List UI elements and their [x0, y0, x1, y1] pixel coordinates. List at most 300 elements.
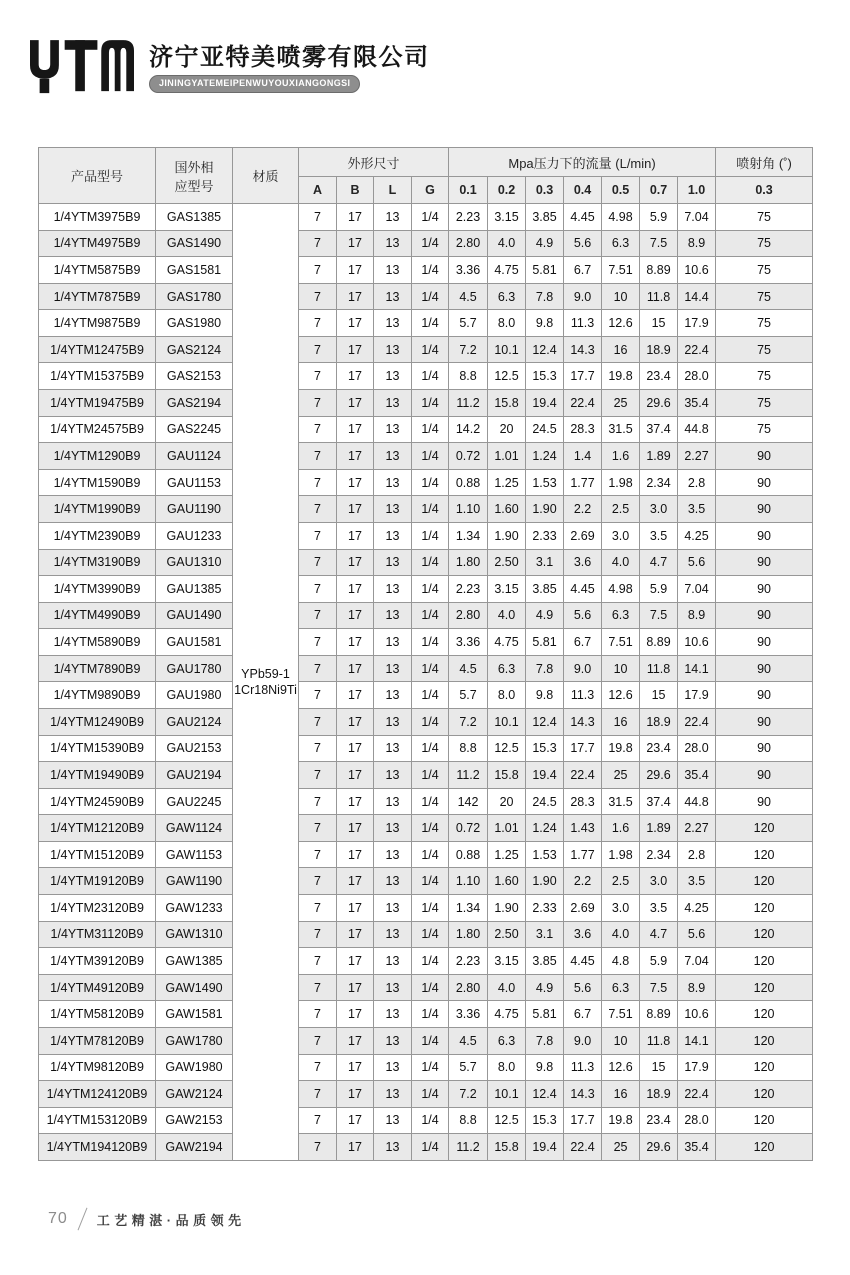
flow-cell: 14.1	[678, 655, 716, 682]
flow-cell: 0.88	[449, 469, 488, 496]
flow-cell: 7.5	[640, 230, 678, 257]
dim-cell-b: 17	[337, 1081, 374, 1108]
model-cell: 1/4YTM7890B9	[39, 655, 156, 682]
angle-cell: 90	[716, 549, 813, 576]
angle-cell: 120	[716, 1054, 813, 1081]
dim-cell-a: 7	[299, 390, 337, 417]
pressure-subheader: 0.5	[602, 177, 640, 204]
flow-cell: 4.45	[564, 948, 602, 975]
dim-cell-a: 7	[299, 815, 337, 842]
flow-cell: 12.4	[526, 708, 564, 735]
flow-cell: 14.4	[678, 283, 716, 310]
flow-cell: 2.23	[449, 576, 488, 603]
angle-cell: 120	[716, 895, 813, 922]
flow-cell: 8.9	[678, 230, 716, 257]
flow-cell: 4.75	[488, 257, 526, 284]
dim-cell-a: 7	[299, 1001, 337, 1028]
foreign-model-cell: GAW1153	[156, 841, 233, 868]
angle-cell: 120	[716, 1001, 813, 1028]
page-number: 70	[48, 1210, 68, 1227]
foreign-model-cell: GAU1124	[156, 443, 233, 470]
flow-cell: 6.7	[564, 257, 602, 284]
flow-cell: 5.6	[678, 921, 716, 948]
flow-cell: 2.27	[678, 815, 716, 842]
dim-cell-b: 17	[337, 416, 374, 443]
foreign-model-cell: GAS1780	[156, 283, 233, 310]
table-row	[39, 921, 813, 948]
flow-cell: 1.6	[602, 443, 640, 470]
flow-cell: 11.8	[640, 283, 678, 310]
angle-cell: 120	[716, 974, 813, 1001]
foreign-model-cell: GAU1780	[156, 655, 233, 682]
dim-cell-g: 1/4	[412, 1107, 449, 1134]
flow-cell: 15.8	[488, 1134, 526, 1161]
flow-cell: 3.0	[602, 895, 640, 922]
foreign-model-cell: GAU2194	[156, 762, 233, 789]
dim-subheader-g: G	[412, 177, 449, 204]
model-cell: 1/4YTM5875B9	[39, 257, 156, 284]
model-cell: 1/4YTM9875B9	[39, 310, 156, 337]
angle-cell: 90	[716, 522, 813, 549]
dim-cell-b: 17	[337, 336, 374, 363]
dim-cell-b: 17	[337, 602, 374, 629]
flow-cell: 22.4	[678, 708, 716, 735]
model-cell: 1/4YTM12490B9	[39, 708, 156, 735]
flow-cell: 2.50	[488, 549, 526, 576]
flow-cell: 8.0	[488, 682, 526, 709]
dim-cell-l: 13	[374, 655, 412, 682]
flow-cell: 1.98	[602, 469, 640, 496]
flow-cell: 7.04	[678, 576, 716, 603]
model-cell: 1/4YTM78120B9	[39, 1027, 156, 1054]
table-row	[39, 257, 813, 284]
foreign-model-cell: GAW1581	[156, 1001, 233, 1028]
angle-cell: 75	[716, 336, 813, 363]
flow-cell: 10.1	[488, 1081, 526, 1108]
flow-cell: 0.72	[449, 815, 488, 842]
dim-cell-l: 13	[374, 602, 412, 629]
flow-cell: 28.3	[564, 416, 602, 443]
dim-cell-b: 17	[337, 1107, 374, 1134]
flow-cell: 24.5	[526, 788, 564, 815]
dim-cell-a: 7	[299, 469, 337, 496]
flow-cell: 9.0	[564, 1027, 602, 1054]
flow-cell: 5.6	[678, 549, 716, 576]
flow-cell: 11.2	[449, 762, 488, 789]
dim-cell-a: 7	[299, 602, 337, 629]
dim-subheader-b: B	[337, 177, 374, 204]
dim-cell-g: 1/4	[412, 762, 449, 789]
foreign-model-cell: GAU2124	[156, 708, 233, 735]
flow-cell: 1.60	[488, 868, 526, 895]
flow-cell: 1.90	[488, 895, 526, 922]
foreign-model-cell: GAW1780	[156, 1027, 233, 1054]
pressure-subheader: 0.4	[564, 177, 602, 204]
flow-cell: 29.6	[640, 1134, 678, 1161]
flow-cell: 12.5	[488, 363, 526, 390]
flow-cell: 1.77	[564, 469, 602, 496]
flow-cell: 3.1	[526, 549, 564, 576]
dim-cell-l: 13	[374, 788, 412, 815]
model-cell: 1/4YTM2390B9	[39, 522, 156, 549]
flow-cell: 1.25	[488, 841, 526, 868]
model-cell: 1/4YTM4990B9	[39, 602, 156, 629]
foreign-model-cell: GAW2153	[156, 1107, 233, 1134]
table-row	[39, 390, 813, 417]
dim-cell-b: 17	[337, 576, 374, 603]
dim-cell-a: 7	[299, 336, 337, 363]
flow-cell: 6.3	[602, 602, 640, 629]
flow-cell: 6.3	[488, 655, 526, 682]
table-row	[39, 1134, 813, 1161]
table-row	[39, 469, 813, 496]
dim-cell-l: 13	[374, 762, 412, 789]
dim-cell-g: 1/4	[412, 1134, 449, 1161]
table-row	[39, 496, 813, 523]
flow-cell: 15	[640, 310, 678, 337]
dim-cell-g: 1/4	[412, 257, 449, 284]
dim-cell-a: 7	[299, 948, 337, 975]
company-name: 济宁亚特美喷雾有限公司	[149, 44, 430, 71]
table-row	[39, 602, 813, 629]
flow-cell: 4.0	[488, 602, 526, 629]
model-cell: 1/4YTM194120B9	[39, 1134, 156, 1161]
flow-cell: 8.0	[488, 310, 526, 337]
flow-cell: 4.45	[564, 204, 602, 231]
flow-cell: 18.9	[640, 336, 678, 363]
flow-cell: 1.90	[526, 496, 564, 523]
flow-cell: 35.4	[678, 390, 716, 417]
flow-cell: 17.7	[564, 1107, 602, 1134]
flow-cell: 1.34	[449, 522, 488, 549]
flow-cell: 23.4	[640, 735, 678, 762]
dim-cell-b: 17	[337, 921, 374, 948]
foreign-model-cell: GAW1233	[156, 895, 233, 922]
model-cell: 1/4YTM3190B9	[39, 549, 156, 576]
flow-cell: 24.5	[526, 416, 564, 443]
flow-cell: 7.04	[678, 204, 716, 231]
flow-cell: 35.4	[678, 1134, 716, 1161]
flow-cell: 8.8	[449, 735, 488, 762]
dim-cell-a: 7	[299, 1081, 337, 1108]
flow-cell: 8.9	[678, 602, 716, 629]
dim-cell-g: 1/4	[412, 602, 449, 629]
flow-cell: 5.6	[564, 974, 602, 1001]
angle-cell: 75	[716, 310, 813, 337]
model-cell: 1/4YTM12475B9	[39, 336, 156, 363]
dim-cell-l: 13	[374, 948, 412, 975]
table-row	[39, 629, 813, 656]
flow-cell: 1.90	[526, 868, 564, 895]
flow-cell: 29.6	[640, 390, 678, 417]
flow-cell: 9.8	[526, 310, 564, 337]
flow-cell: 2.34	[640, 469, 678, 496]
dim-cell-g: 1/4	[412, 1027, 449, 1054]
model-cell: 1/4YTM9890B9	[39, 682, 156, 709]
flow-cell: 23.4	[640, 363, 678, 390]
table-row	[39, 948, 813, 975]
dim-cell-a: 7	[299, 1134, 337, 1161]
flow-cell: 1.25	[488, 469, 526, 496]
flow-cell: 2.8	[678, 841, 716, 868]
flow-cell: 10	[602, 1027, 640, 1054]
model-cell: 1/4YTM1990B9	[39, 496, 156, 523]
flow-cell: 7.2	[449, 336, 488, 363]
angle-cell: 120	[716, 1134, 813, 1161]
flow-cell: 25	[602, 390, 640, 417]
angle-cell: 90	[716, 629, 813, 656]
flow-cell: 1.4	[564, 443, 602, 470]
flow-cell: 5.9	[640, 204, 678, 231]
flow-cell: 1.90	[488, 522, 526, 549]
flow-cell: 6.7	[564, 629, 602, 656]
model-cell: 1/4YTM58120B9	[39, 1001, 156, 1028]
dim-cell-b: 17	[337, 204, 374, 231]
flow-cell: 12.4	[526, 336, 564, 363]
flow-cell: 4.98	[602, 576, 640, 603]
flow-cell: 4.98	[602, 204, 640, 231]
table-header	[39, 148, 813, 204]
flow-cell: 12.6	[602, 682, 640, 709]
flow-cell: 25	[602, 762, 640, 789]
dim-cell-b: 17	[337, 974, 374, 1001]
flow-cell: 5.6	[564, 230, 602, 257]
foreign-model-cell: GAW1310	[156, 921, 233, 948]
dim-cell-g: 1/4	[412, 841, 449, 868]
dim-cell-l: 13	[374, 336, 412, 363]
angle-cell: 90	[716, 443, 813, 470]
dim-cell-b: 17	[337, 788, 374, 815]
col-header-dimensions: 外形尺寸	[299, 148, 449, 177]
dim-cell-b: 17	[337, 310, 374, 337]
angle-cell: 75	[716, 390, 813, 417]
dim-cell-g: 1/4	[412, 788, 449, 815]
foreign-model-cell: GAW1124	[156, 815, 233, 842]
model-cell: 1/4YTM4975B9	[39, 230, 156, 257]
foreign-model-cell: GAS2124	[156, 336, 233, 363]
angle-cell: 75	[716, 283, 813, 310]
dim-cell-l: 13	[374, 443, 412, 470]
model-cell: 1/4YTM153120B9	[39, 1107, 156, 1134]
flow-cell: 9.8	[526, 1054, 564, 1081]
dim-cell-a: 7	[299, 576, 337, 603]
flow-cell: 4.0	[602, 921, 640, 948]
model-cell: 1/4YTM49120B9	[39, 974, 156, 1001]
angle-cell: 90	[716, 735, 813, 762]
flow-cell: 2.69	[564, 522, 602, 549]
flow-cell: 2.80	[449, 602, 488, 629]
flow-cell: 16	[602, 708, 640, 735]
flow-cell: 4.5	[449, 655, 488, 682]
dim-cell-g: 1/4	[412, 655, 449, 682]
flow-cell: 35.4	[678, 762, 716, 789]
flow-cell: 31.5	[602, 416, 640, 443]
angle-cell: 90	[716, 762, 813, 789]
table-row	[39, 841, 813, 868]
flow-cell: 10.1	[488, 336, 526, 363]
dim-cell-g: 1/4	[412, 576, 449, 603]
flow-cell: 142	[449, 788, 488, 815]
ytm-logo-icon	[30, 40, 134, 100]
table-row	[39, 416, 813, 443]
dim-cell-l: 13	[374, 310, 412, 337]
angle-cell: 120	[716, 948, 813, 975]
flow-cell: 4.75	[488, 629, 526, 656]
flow-cell: 3.0	[640, 496, 678, 523]
foreign-model-cell: GAS1980	[156, 310, 233, 337]
dim-cell-l: 13	[374, 1081, 412, 1108]
dim-cell-a: 7	[299, 974, 337, 1001]
flow-cell: 4.7	[640, 549, 678, 576]
angle-cell: 90	[716, 602, 813, 629]
table-row	[39, 762, 813, 789]
pressure-subheader: 0.7	[640, 177, 678, 204]
dim-cell-l: 13	[374, 230, 412, 257]
dim-cell-b: 17	[337, 948, 374, 975]
flow-cell: 4.0	[488, 230, 526, 257]
flow-cell: 31.5	[602, 788, 640, 815]
flow-cell: 15.3	[526, 1107, 564, 1134]
flow-cell: 7.51	[602, 257, 640, 284]
flow-cell: 4.0	[488, 974, 526, 1001]
dim-cell-a: 7	[299, 257, 337, 284]
dim-cell-a: 7	[299, 682, 337, 709]
dim-cell-g: 1/4	[412, 1001, 449, 1028]
flow-cell: 17.7	[564, 363, 602, 390]
foreign-model-cell: GAW1385	[156, 948, 233, 975]
dim-cell-b: 17	[337, 363, 374, 390]
table-body	[39, 204, 813, 1161]
flow-cell: 44.8	[678, 416, 716, 443]
dim-cell-b: 17	[337, 841, 374, 868]
dim-cell-g: 1/4	[412, 390, 449, 417]
flow-cell: 19.8	[602, 1107, 640, 1134]
flow-cell: 8.8	[449, 363, 488, 390]
dim-subheader-l: L	[374, 177, 412, 204]
col-header-flow: Mpa压力下的流量 (L/min)	[449, 148, 716, 177]
model-cell: 1/4YTM24590B9	[39, 788, 156, 815]
flow-cell: 5.81	[526, 257, 564, 284]
flow-cell: 19.4	[526, 390, 564, 417]
dim-cell-a: 7	[299, 788, 337, 815]
angle-cell: 75	[716, 416, 813, 443]
flow-cell: 4.9	[526, 230, 564, 257]
table-row	[39, 576, 813, 603]
angle-cell: 75	[716, 257, 813, 284]
flow-cell: 5.81	[526, 1001, 564, 1028]
pressure-subheader: 0.3	[526, 177, 564, 204]
flow-cell: 11.3	[564, 682, 602, 709]
material-line: YPb59-1	[241, 666, 290, 681]
angle-cell: 120	[716, 1107, 813, 1134]
dim-cell-a: 7	[299, 629, 337, 656]
dim-cell-l: 13	[374, 1134, 412, 1161]
flow-cell: 18.9	[640, 1081, 678, 1108]
flow-cell: 1.53	[526, 841, 564, 868]
flow-cell: 3.5	[640, 895, 678, 922]
foreign-model-cell: GAS2153	[156, 363, 233, 390]
foreign-model-cell: GAW1190	[156, 868, 233, 895]
flow-cell: 1.89	[640, 815, 678, 842]
flow-cell: 5.81	[526, 629, 564, 656]
table-row	[39, 522, 813, 549]
dim-cell-a: 7	[299, 868, 337, 895]
dim-cell-b: 17	[337, 655, 374, 682]
flow-cell: 5.6	[564, 602, 602, 629]
foreign-model-cell: GAU1581	[156, 629, 233, 656]
flow-cell: 16	[602, 1081, 640, 1108]
dim-subheader-a: A	[299, 177, 337, 204]
foreign-model-cell: GAW1490	[156, 974, 233, 1001]
foreign-model-cell: GAW2124	[156, 1081, 233, 1108]
foreign-model-cell: GAS1385	[156, 204, 233, 231]
flow-cell: 3.85	[526, 204, 564, 231]
footer-slogan: 工艺精湛·品质领先	[96, 1212, 246, 1228]
flow-cell: 44.8	[678, 788, 716, 815]
flow-cell: 4.9	[526, 602, 564, 629]
table-row	[39, 895, 813, 922]
foreign-model-cell: GAW1980	[156, 1054, 233, 1081]
flow-cell: 6.3	[488, 283, 526, 310]
table-row	[39, 230, 813, 257]
flow-cell: 2.23	[449, 948, 488, 975]
flow-cell: 2.2	[564, 868, 602, 895]
dim-cell-g: 1/4	[412, 948, 449, 975]
dim-cell-l: 13	[374, 549, 412, 576]
dim-cell-b: 17	[337, 708, 374, 735]
table-row	[39, 655, 813, 682]
dim-cell-l: 13	[374, 735, 412, 762]
dim-cell-g: 1/4	[412, 549, 449, 576]
pressure-subheader: 1.0	[678, 177, 716, 204]
dim-cell-b: 17	[337, 522, 374, 549]
flow-cell: 7.51	[602, 629, 640, 656]
model-cell: 1/4YTM39120B9	[39, 948, 156, 975]
material-line: 1Cr18Ni9Ti	[234, 682, 297, 697]
model-cell: 1/4YTM12120B9	[39, 815, 156, 842]
flow-cell: 2.5	[602, 496, 640, 523]
foreign-model-cell: GAU1310	[156, 549, 233, 576]
dim-cell-l: 13	[374, 576, 412, 603]
flow-cell: 4.5	[449, 1027, 488, 1054]
dim-cell-g: 1/4	[412, 708, 449, 735]
dim-cell-g: 1/4	[412, 336, 449, 363]
angle-cell: 75	[716, 204, 813, 231]
dim-cell-b: 17	[337, 895, 374, 922]
angle-cell: 120	[716, 1027, 813, 1054]
dim-cell-l: 13	[374, 815, 412, 842]
flow-cell: 1.01	[488, 443, 526, 470]
flow-cell: 19.4	[526, 762, 564, 789]
model-cell: 1/4YTM19490B9	[39, 762, 156, 789]
flow-cell: 18.9	[640, 708, 678, 735]
flow-cell: 37.4	[640, 788, 678, 815]
spec-table	[38, 147, 813, 1161]
table-row	[39, 708, 813, 735]
flow-cell: 7.8	[526, 283, 564, 310]
model-cell: 1/4YTM24575B9	[39, 416, 156, 443]
dim-cell-a: 7	[299, 416, 337, 443]
dim-cell-l: 13	[374, 974, 412, 1001]
flow-cell: 11.2	[449, 390, 488, 417]
dim-cell-a: 7	[299, 1107, 337, 1134]
flow-cell: 15.3	[526, 735, 564, 762]
angle-cell: 90	[716, 682, 813, 709]
flow-cell: 5.7	[449, 1054, 488, 1081]
flow-cell: 1.24	[526, 443, 564, 470]
flow-cell: 2.34	[640, 841, 678, 868]
dim-cell-l: 13	[374, 469, 412, 496]
